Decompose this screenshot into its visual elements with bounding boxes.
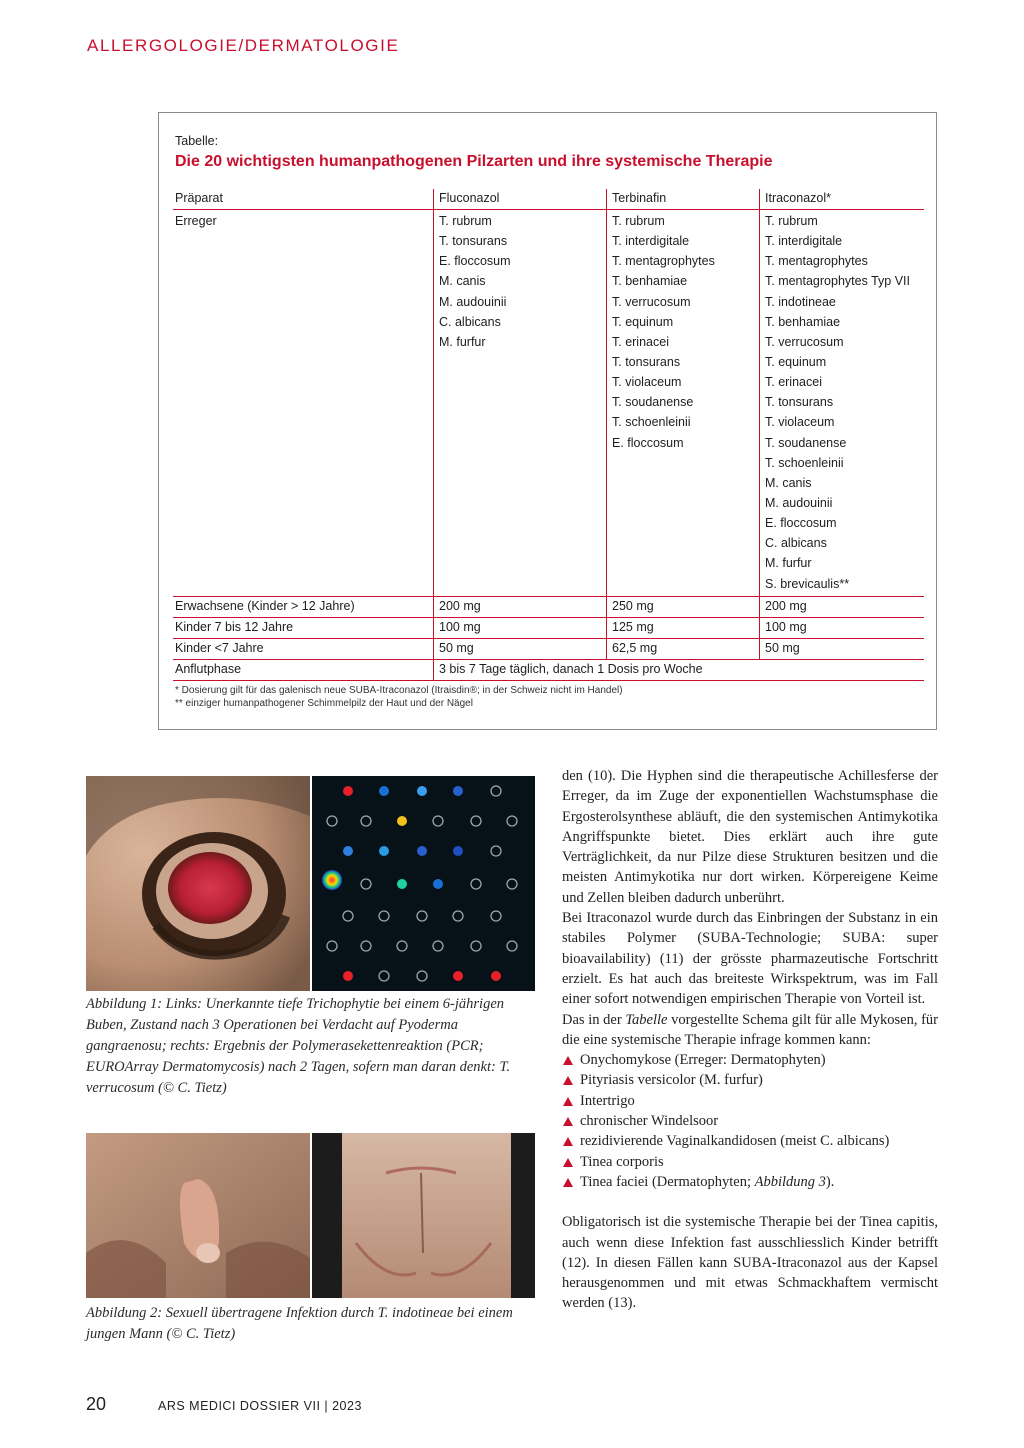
table-row-dose-kids-7-12 bbox=[173, 618, 924, 639]
figure-1-illustration bbox=[86, 776, 535, 991]
footnote-2: ** einziger humanpathogener Schimmelpilz der Haut und der Nägel bbox=[175, 698, 473, 709]
pathogen-item: T. tonsurans bbox=[612, 354, 681, 369]
triangle-bullet-icon bbox=[563, 1158, 573, 1167]
pathogen-item: T. mentagrophytes Typ VII bbox=[765, 274, 910, 289]
pathogen-item: T. erinacei bbox=[765, 375, 822, 390]
table-label: Tabelle: bbox=[175, 134, 219, 148]
mycosis-list-last bbox=[562, 1172, 938, 1192]
list-item: rezidivierende Vaginalkandidosen (meist C. albicans) bbox=[562, 1131, 938, 1151]
pathogen-item: T. mentagrophytes bbox=[612, 254, 715, 269]
pathogen-item: T. violaceum bbox=[612, 375, 682, 390]
pathogen-item: M. audouinii bbox=[439, 294, 507, 309]
pathogen-item: S. brevicaulis** bbox=[765, 576, 850, 591]
figure-2-image bbox=[86, 1133, 535, 1298]
triangle-bullet-icon bbox=[563, 1137, 573, 1146]
triangle-bullet-icon bbox=[563, 1076, 573, 1085]
body-paragraph-1: den (10). Die Hyphen sind die therapeutische Achillesferse der Erreger, da im Zuge der exponentiellen Wachstumsphase die Ergosterolsynthese abläuft, die den systemischen Antimykotika Angriffspunkte bietet. Dies erklärt auch ihre gute Verträglichkeit, da nur Pilze diese Strukturen besitzen und die meisten Antimykotika nur dort wirken. Körpereigene Keime und Zellen bleiben dadurch unberührt. bbox=[562, 768, 938, 906]
pathogen-item: T. rubrum bbox=[439, 214, 492, 228]
figure-1-image bbox=[86, 776, 535, 991]
list-item: Pityriasis versicolor (M. furfur) bbox=[562, 1070, 938, 1090]
pathogen-item: C. albicans bbox=[439, 314, 501, 329]
col-header-praeparat: Präparat bbox=[175, 191, 223, 205]
body-paragraph-2: Bei Itraconazol wurde durch das Einbringen der Substanz in ein stabiles Polymer (SUBA-Technologie; SUBA: super bioavailability) (11) der grösste pharmazeutische Fortschritt erzielt. Es hat auch das breiteste Wirkspektrum, was im Fall einer sofort notwendigen empirischen Therapie von Vorteil ist. bbox=[562, 910, 938, 1008]
pathogen-item: T. soudanense bbox=[765, 435, 847, 450]
anflut-value: 3 bis 7 Tage täglich, danach 1 Dosis pro Woche bbox=[433, 660, 924, 680]
pathogen-item: M. audouinii bbox=[765, 495, 833, 510]
triangle-bullet-icon bbox=[563, 1097, 573, 1106]
pathogen-item: T. indotineae bbox=[765, 294, 836, 309]
dose-label: Erwachsene (Kinder > 12 Jahre) bbox=[175, 598, 355, 613]
pathogen-item: T. erinacei bbox=[612, 334, 669, 349]
pathogen-item: T. equinum bbox=[612, 314, 674, 329]
pathogen-item: T. interdigitale bbox=[765, 234, 843, 249]
dose-terbinafin: 125 mg bbox=[606, 618, 759, 638]
mycosis-list bbox=[562, 1050, 938, 1172]
pathogen-item: T. benhamiae bbox=[765, 314, 841, 329]
figure-2-illustration bbox=[86, 1133, 535, 1298]
dose-itraconazol: 200 mg bbox=[759, 597, 924, 617]
pathogen-item: T. violaceum bbox=[765, 415, 835, 430]
journal-name: ARS MEDICI DOSSIER VII | 2023 bbox=[158, 1399, 362, 1413]
list-item: Onychomykose (Erreger: Dermatophyten) bbox=[562, 1050, 938, 1070]
table-row-anflutphase bbox=[173, 660, 924, 681]
table-title: Die 20 wichtigsten humanpathogenen Pilzarten und ihre systemische Therapie bbox=[175, 153, 773, 170]
pathogen-item: E. floccosum bbox=[765, 516, 837, 531]
pathogen-item: T. interdigitale bbox=[612, 234, 690, 249]
col-header-fluconazol: Fluconazol bbox=[433, 189, 606, 209]
fluconazol-list bbox=[433, 210, 606, 596]
list-item: chronischer Windelsoor bbox=[562, 1111, 938, 1131]
pathogen-item: T. benhamiae bbox=[612, 274, 688, 289]
erreger-label: Erreger bbox=[175, 214, 217, 228]
therapy-table bbox=[173, 189, 924, 681]
pathogen-item: T. tonsurans bbox=[439, 234, 508, 249]
body-paragraph-4: Obligatorisch ist die systemische Therapie bei der Tinea capitis, auch wenn diese Infektion fast ausschliesslich Kinder betrifft (12). In diesen Fällen kann SUBA-Itraconazol aus der Kapsel herausgenommen und mit etwas Schmackhaftem vermischt werden (13). bbox=[562, 1214, 938, 1312]
pathogen-item: T. rubrum bbox=[765, 214, 818, 228]
pathogen-item: T. mentagrophytes bbox=[765, 254, 868, 269]
figure-2-caption: Abbildung 2: Sexuell übertragene Infektion durch T. indotineae bei einem jungen Mann (© C. Tietz) bbox=[86, 1305, 513, 1342]
dose-itraconazol: 50 mg bbox=[759, 639, 924, 659]
pathogen-item: M. furfur bbox=[439, 334, 486, 349]
pathogen-item: M. canis bbox=[439, 274, 486, 289]
table-footnotes bbox=[175, 684, 623, 710]
dose-label: Kinder <7 Jahre bbox=[175, 640, 264, 655]
dose-itraconazol: 100 mg bbox=[759, 618, 924, 638]
dose-terbinafin: 250 mg bbox=[606, 597, 759, 617]
list-item: Tinea faciei (Dermatophyten; Abbildung 3). bbox=[562, 1172, 938, 1192]
section-title: ALLERGOLOGIE/DERMATOLOGIE bbox=[87, 36, 400, 55]
col-header-itraconazol: Itraconazol* bbox=[759, 189, 924, 209]
body-paragraph-3: Das in der Tabelle vorgestellte Schema gilt für alle Mykosen, für die eine systemische Therapie infrage kommen kann: bbox=[562, 1011, 939, 1048]
itraconazol-list bbox=[759, 210, 924, 596]
pathogen-item: T. soudanense bbox=[612, 395, 694, 410]
figure-1-caption: Abbildung 1: Links: Unerkannte tiefe Trichophytie bei einem 6-jährigen Buben, Zustand nach 3 Operationen bei Verdacht auf Pyoderma gangraenosu; rechts: Ergebnis der Polymerasekettenreaktion (PCR; EUROArray Dermatomycosis) nach 2 Tagen, sofern man daran denkt: T. verrucosum (© C. Tietz) bbox=[86, 996, 511, 1096]
therapy-table-box bbox=[158, 112, 937, 730]
list-item: Intertrigo bbox=[562, 1091, 938, 1111]
terbinafin-list bbox=[606, 210, 759, 596]
table-row-dose-kids-under-7 bbox=[173, 639, 924, 660]
triangle-bullet-icon bbox=[563, 1056, 573, 1065]
pathogen-item: T. schoenleinii bbox=[612, 415, 691, 430]
col-header-terbinafin: Terbinafin bbox=[606, 189, 759, 209]
anflut-label: Anflutphase bbox=[175, 661, 242, 676]
page-number: 20 bbox=[86, 1394, 107, 1414]
table-header-row bbox=[173, 189, 924, 210]
pathogen-item: M. canis bbox=[765, 475, 812, 490]
triangle-bullet-icon bbox=[563, 1178, 573, 1187]
pathogen-item: E. floccosum bbox=[439, 254, 511, 269]
list-item: Tinea corporis bbox=[562, 1152, 938, 1172]
pathogen-item: T. equinum bbox=[765, 354, 827, 369]
dose-fluconazol: 50 mg bbox=[433, 639, 606, 659]
body-text-column bbox=[562, 766, 938, 1314]
table-row-dose-adults bbox=[173, 597, 924, 618]
dose-fluconazol: 200 mg bbox=[433, 597, 606, 617]
pathogen-item: M. furfur bbox=[765, 556, 812, 571]
pathogen-item: T. verrucosum bbox=[612, 294, 691, 309]
footnote-1: * Dosierung gilt für das galenisch neue SUBA-Itraconazol (Itraisdin®; in der Schweiz nicht im Handel) bbox=[175, 685, 623, 696]
pathogen-item: T. tonsurans bbox=[765, 395, 834, 410]
table-row-erreger bbox=[173, 210, 924, 597]
pathogen-item: T. verrucosum bbox=[765, 334, 844, 349]
triangle-bullet-icon bbox=[563, 1117, 573, 1126]
dose-fluconazol: 100 mg bbox=[433, 618, 606, 638]
pathogen-item: E. floccosum bbox=[612, 435, 684, 450]
pathogen-item: T. schoenleinii bbox=[765, 455, 844, 470]
dose-terbinafin: 62,5 mg bbox=[606, 639, 759, 659]
dose-label: Kinder 7 bis 12 Jahre bbox=[175, 619, 294, 634]
pathogen-item: C. albicans bbox=[765, 536, 827, 551]
pathogen-item: T. rubrum bbox=[612, 214, 665, 228]
